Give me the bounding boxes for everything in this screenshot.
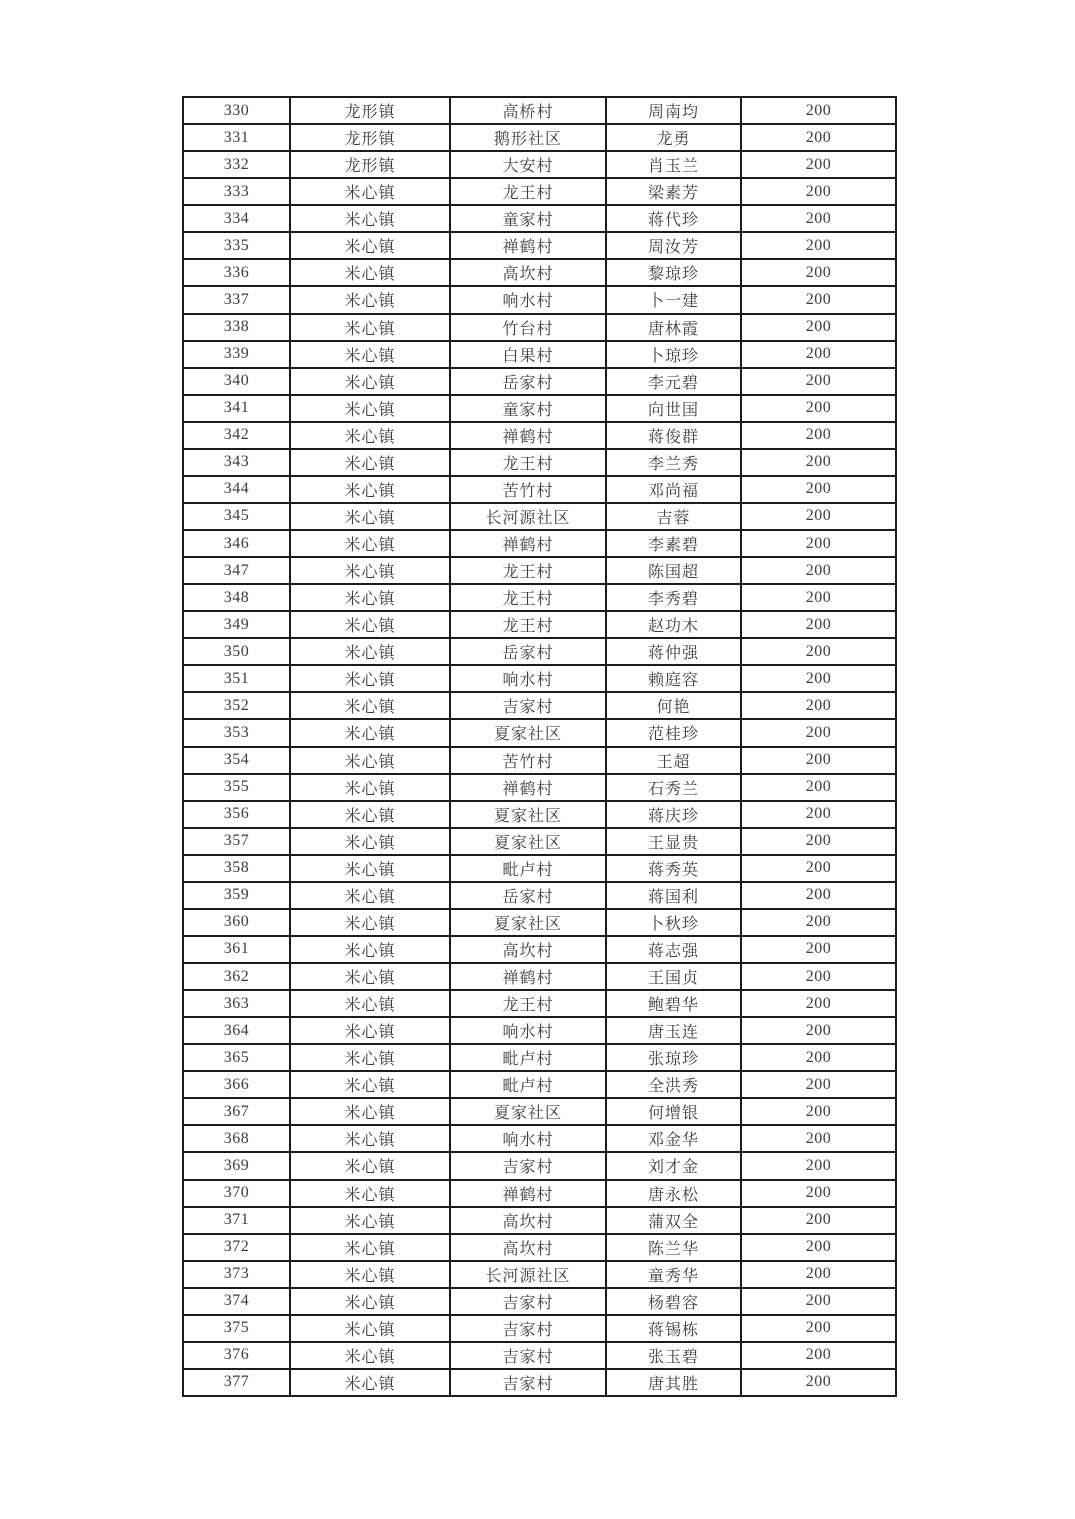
table-cell-village: 吉家村: [450, 1315, 606, 1342]
table-row: [183, 1288, 896, 1315]
table-cell-name: 卜琼珍: [606, 341, 741, 368]
table-cell-amount: 200: [741, 719, 896, 746]
table-cell-town: 龙形镇: [290, 151, 450, 178]
table-cell-village: 龙王村: [450, 990, 606, 1017]
table-cell-village: 岳家村: [450, 882, 606, 909]
table-cell-village: 龙王村: [450, 584, 606, 611]
table-cell-name: 李素碧: [606, 530, 741, 557]
table-cell-amount: 200: [741, 503, 896, 530]
table-cell-serial: 375: [183, 1315, 290, 1342]
table-cell-village: 童家村: [450, 395, 606, 422]
table-cell-name: 何增银: [606, 1098, 741, 1125]
table-cell-town: 米心镇: [290, 178, 450, 205]
table-cell-village: 响水村: [450, 286, 606, 313]
table-cell-name: 王超: [606, 747, 741, 774]
table-cell-village: 响水村: [450, 1125, 606, 1152]
table-row: [183, 719, 896, 746]
table-cell-serial: 330: [183, 97, 290, 124]
table-row: [183, 611, 896, 638]
table-cell-village: 夏家社区: [450, 719, 606, 746]
table-cell-amount: 200: [741, 1342, 896, 1369]
table-cell-name: 鲍碧华: [606, 990, 741, 1017]
table-cell-town: 米心镇: [290, 259, 450, 286]
table-cell-village: 禅鹤村: [450, 1180, 606, 1207]
table-cell-town: 米心镇: [290, 747, 450, 774]
table-cell-serial: 342: [183, 422, 290, 449]
table-row: [183, 692, 896, 719]
table-cell-name: 蒋庆珍: [606, 801, 741, 828]
table-row: [183, 449, 896, 476]
table-cell-serial: 339: [183, 341, 290, 368]
table-row: [183, 990, 896, 1017]
table-cell-name: 唐其胜: [606, 1369, 741, 1396]
table-cell-town: 米心镇: [290, 936, 450, 963]
table-cell-town: 米心镇: [290, 719, 450, 746]
table-cell-name: 周南均: [606, 97, 741, 124]
table-cell-serial: 365: [183, 1044, 290, 1071]
table-cell-serial: 332: [183, 151, 290, 178]
table-cell-name: 杨碧容: [606, 1288, 741, 1315]
table-row: [183, 178, 896, 205]
table-cell-serial: 361: [183, 936, 290, 963]
table-cell-amount: 200: [741, 1017, 896, 1044]
table-cell-village: 夏家社区: [450, 1098, 606, 1125]
table-cell-town: 米心镇: [290, 395, 450, 422]
table-cell-name: 向世国: [606, 395, 741, 422]
table-cell-town: 米心镇: [290, 638, 450, 665]
table-cell-serial: 333: [183, 178, 290, 205]
table-cell-town: 米心镇: [290, 963, 450, 990]
table-cell-village: 岳家村: [450, 638, 606, 665]
table-cell-amount: 200: [741, 747, 896, 774]
table-cell-amount: 200: [741, 584, 896, 611]
table-row: [183, 259, 896, 286]
table-cell-serial: 334: [183, 205, 290, 232]
table-cell-amount: 200: [741, 449, 896, 476]
table-cell-village: 毗卢村: [450, 855, 606, 882]
table-cell-name: 蒋仲强: [606, 638, 741, 665]
table-cell-name: 石秀兰: [606, 774, 741, 801]
table-row: [183, 530, 896, 557]
table-row: [183, 1180, 896, 1207]
table-row: [183, 1017, 896, 1044]
table-cell-town: 米心镇: [290, 1369, 450, 1396]
table-cell-town: 米心镇: [290, 1288, 450, 1315]
table-cell-amount: 200: [741, 1315, 896, 1342]
table-row: [183, 422, 896, 449]
table-cell-serial: 353: [183, 719, 290, 746]
table-cell-name: 唐林霞: [606, 314, 741, 341]
table-cell-town: 米心镇: [290, 1044, 450, 1071]
table-cell-village: 鹅形社区: [450, 124, 606, 151]
table-cell-serial: 345: [183, 503, 290, 530]
table-cell-serial: 364: [183, 1017, 290, 1044]
table-cell-village: 响水村: [450, 1017, 606, 1044]
table-row: [183, 828, 896, 855]
table-cell-village: 响水村: [450, 665, 606, 692]
table-cell-village: 夏家社区: [450, 909, 606, 936]
table-cell-name: 童秀华: [606, 1261, 741, 1288]
table-row: [183, 584, 896, 611]
table-cell-amount: 200: [741, 909, 896, 936]
table-row: [183, 1098, 896, 1125]
table-row: [183, 1125, 896, 1152]
table-cell-serial: 335: [183, 232, 290, 259]
table-cell-amount: 200: [741, 1369, 896, 1396]
table-cell-village: 苦竹村: [450, 476, 606, 503]
table-cell-town: 米心镇: [290, 855, 450, 882]
table-cell-amount: 200: [741, 774, 896, 801]
table-cell-name: 王显贵: [606, 828, 741, 855]
table-cell-town: 米心镇: [290, 1180, 450, 1207]
table-cell-name: 龙勇: [606, 124, 741, 151]
table-cell-name: 卜秋珍: [606, 909, 741, 936]
table-row: [183, 1261, 896, 1288]
table-cell-amount: 200: [741, 963, 896, 990]
table-cell-village: 苦竹村: [450, 747, 606, 774]
table-cell-village: 高坎村: [450, 936, 606, 963]
table-cell-serial: 343: [183, 449, 290, 476]
table-cell-serial: 363: [183, 990, 290, 1017]
table-cell-amount: 200: [741, 368, 896, 395]
table-cell-town: 米心镇: [290, 584, 450, 611]
table-cell-village: 禅鹤村: [450, 963, 606, 990]
table-cell-amount: 200: [741, 1152, 896, 1179]
table-cell-amount: 200: [741, 828, 896, 855]
table-cell-village: 白果村: [450, 341, 606, 368]
table-cell-name: 蒋代珍: [606, 205, 741, 232]
table-row: [183, 882, 896, 909]
table-cell-amount: 200: [741, 1125, 896, 1152]
table-cell-name: 黎琼珍: [606, 259, 741, 286]
table-cell-town: 米心镇: [290, 476, 450, 503]
table-cell-amount: 200: [741, 286, 896, 313]
roster-table: [182, 96, 897, 1397]
table-cell-amount: 200: [741, 855, 896, 882]
table-cell-name: 张玉碧: [606, 1342, 741, 1369]
table-cell-town: 米心镇: [290, 692, 450, 719]
table-cell-name: 邓尚福: [606, 476, 741, 503]
table-cell-town: 米心镇: [290, 1315, 450, 1342]
table-row: [183, 1369, 896, 1396]
table-cell-serial: 366: [183, 1071, 290, 1098]
table-row: [183, 963, 896, 990]
table-cell-town: 米心镇: [290, 1234, 450, 1261]
table-cell-town: 米心镇: [290, 801, 450, 828]
table-cell-village: 龙王村: [450, 557, 606, 584]
table-cell-serial: 358: [183, 855, 290, 882]
table-cell-serial: 373: [183, 1261, 290, 1288]
table-cell-amount: 200: [741, 151, 896, 178]
table-cell-serial: 350: [183, 638, 290, 665]
table-cell-town: 龙形镇: [290, 124, 450, 151]
table-row: [183, 286, 896, 313]
table-cell-name: 邓金华: [606, 1125, 741, 1152]
table-row: [183, 909, 896, 936]
table-cell-village: 吉家村: [450, 1342, 606, 1369]
table-row: [183, 1342, 896, 1369]
table-cell-village: 吉家村: [450, 692, 606, 719]
table-row: [183, 395, 896, 422]
table-row: [183, 1071, 896, 1098]
table-row: [183, 503, 896, 530]
table-cell-amount: 200: [741, 638, 896, 665]
table-cell-name: 刘才金: [606, 1152, 741, 1179]
table-cell-village: 龙王村: [450, 449, 606, 476]
table-cell-serial: 351: [183, 665, 290, 692]
table-cell-amount: 200: [741, 665, 896, 692]
table-cell-village: 吉家村: [450, 1369, 606, 1396]
table-cell-town: 米心镇: [290, 1152, 450, 1179]
table-cell-serial: 368: [183, 1125, 290, 1152]
table-row: [183, 1207, 896, 1234]
table-cell-amount: 200: [741, 232, 896, 259]
table-cell-amount: 200: [741, 530, 896, 557]
table-row: [183, 855, 896, 882]
table-cell-name: 蒋俊群: [606, 422, 741, 449]
table-cell-village: 高桥村: [450, 97, 606, 124]
table-cell-town: 米心镇: [290, 1125, 450, 1152]
table-cell-name: 李兰秀: [606, 449, 741, 476]
table-cell-name: 陈国超: [606, 557, 741, 584]
table-cell-village: 龙王村: [450, 178, 606, 205]
table-cell-amount: 200: [741, 1098, 896, 1125]
table-cell-amount: 200: [741, 1288, 896, 1315]
table-cell-amount: 200: [741, 692, 896, 719]
table-cell-serial: 374: [183, 1288, 290, 1315]
table-row: [183, 476, 896, 503]
table-row: [183, 1315, 896, 1342]
table-cell-amount: 200: [741, 611, 896, 638]
table-cell-town: 米心镇: [290, 205, 450, 232]
table-cell-serial: 369: [183, 1152, 290, 1179]
table-cell-serial: 337: [183, 286, 290, 313]
table-cell-serial: 340: [183, 368, 290, 395]
table-cell-serial: 356: [183, 801, 290, 828]
table-cell-serial: 359: [183, 882, 290, 909]
table-cell-village: 禅鹤村: [450, 774, 606, 801]
table-cell-amount: 200: [741, 1071, 896, 1098]
table-cell-town: 米心镇: [290, 557, 450, 584]
table-cell-village: 吉家村: [450, 1152, 606, 1179]
table-cell-amount: 200: [741, 341, 896, 368]
table-body: [183, 97, 896, 1396]
table-row: [183, 97, 896, 124]
table-cell-amount: 200: [741, 97, 896, 124]
table-row: [183, 314, 896, 341]
table-cell-serial: 348: [183, 584, 290, 611]
table-row: [183, 557, 896, 584]
table-cell-serial: 344: [183, 476, 290, 503]
table-row: [183, 801, 896, 828]
table-cell-village: 毗卢村: [450, 1044, 606, 1071]
table-cell-town: 米心镇: [290, 665, 450, 692]
table-row: [183, 1234, 896, 1261]
table-cell-serial: 371: [183, 1207, 290, 1234]
table-cell-village: 禅鹤村: [450, 422, 606, 449]
table-cell-town: 米心镇: [290, 314, 450, 341]
table-cell-name: 李秀碧: [606, 584, 741, 611]
table-row: [183, 151, 896, 178]
table-cell-amount: 200: [741, 205, 896, 232]
table-row: [183, 936, 896, 963]
table-cell-name: 蒋志强: [606, 936, 741, 963]
table-cell-town: 米心镇: [290, 232, 450, 259]
table-cell-amount: 200: [741, 476, 896, 503]
table-cell-name: 范桂珍: [606, 719, 741, 746]
table-cell-name: 赵功木: [606, 611, 741, 638]
table-cell-village: 禅鹤村: [450, 530, 606, 557]
table-cell-serial: 354: [183, 747, 290, 774]
table-cell-town: 米心镇: [290, 1207, 450, 1234]
table-cell-village: 童家村: [450, 205, 606, 232]
table-row: [183, 368, 896, 395]
table-cell-amount: 200: [741, 801, 896, 828]
table-cell-name: 李元碧: [606, 368, 741, 395]
table-cell-town: 米心镇: [290, 828, 450, 855]
table-cell-serial: 347: [183, 557, 290, 584]
table-row: [183, 124, 896, 151]
table-cell-town: 米心镇: [290, 990, 450, 1017]
table-cell-amount: 200: [741, 1207, 896, 1234]
table-cell-name: 陈兰华: [606, 1234, 741, 1261]
table-cell-name: 何艳: [606, 692, 741, 719]
table-cell-town: 米心镇: [290, 449, 450, 476]
table-cell-serial: 367: [183, 1098, 290, 1125]
table-cell-serial: 377: [183, 1369, 290, 1396]
table-cell-village: 竹台村: [450, 314, 606, 341]
table-cell-amount: 200: [741, 314, 896, 341]
table-row: [183, 665, 896, 692]
table-cell-town: 米心镇: [290, 368, 450, 395]
table-cell-town: 米心镇: [290, 1098, 450, 1125]
table-cell-serial: 376: [183, 1342, 290, 1369]
table-cell-serial: 370: [183, 1180, 290, 1207]
table-cell-town: 米心镇: [290, 774, 450, 801]
table-cell-village: 长河源社区: [450, 503, 606, 530]
table-cell-amount: 200: [741, 1044, 896, 1071]
table-cell-serial: 355: [183, 774, 290, 801]
table-row: [183, 232, 896, 259]
table-cell-town: 米心镇: [290, 422, 450, 449]
table-row: [183, 341, 896, 368]
table-cell-village: 高坎村: [450, 1207, 606, 1234]
table-cell-village: 夏家社区: [450, 801, 606, 828]
table-cell-village: 长河源社区: [450, 1261, 606, 1288]
table-cell-serial: 372: [183, 1234, 290, 1261]
table-cell-serial: 338: [183, 314, 290, 341]
table-cell-town: 米心镇: [290, 341, 450, 368]
table-cell-town: 米心镇: [290, 611, 450, 638]
table-cell-amount: 200: [741, 124, 896, 151]
table-cell-serial: 357: [183, 828, 290, 855]
table-cell-name: 蒋国利: [606, 882, 741, 909]
table-cell-name: 卜一建: [606, 286, 741, 313]
table-cell-serial: 331: [183, 124, 290, 151]
table-row: [183, 638, 896, 665]
table-cell-serial: 341: [183, 395, 290, 422]
table-cell-serial: 352: [183, 692, 290, 719]
table-row: [183, 1044, 896, 1071]
table-cell-town: 米心镇: [290, 286, 450, 313]
table-cell-serial: 346: [183, 530, 290, 557]
table-cell-town: 米心镇: [290, 1071, 450, 1098]
table-cell-amount: 200: [741, 422, 896, 449]
table-cell-amount: 200: [741, 1180, 896, 1207]
table-cell-village: 龙王村: [450, 611, 606, 638]
table-cell-town: 米心镇: [290, 882, 450, 909]
table-cell-town: 米心镇: [290, 1261, 450, 1288]
table-cell-name: 蒋秀英: [606, 855, 741, 882]
table-row: [183, 774, 896, 801]
table-cell-village: 高坎村: [450, 1234, 606, 1261]
table-cell-serial: 362: [183, 963, 290, 990]
table-cell-village: 吉家村: [450, 1288, 606, 1315]
table-cell-village: 岳家村: [450, 368, 606, 395]
table-cell-amount: 200: [741, 557, 896, 584]
table-cell-amount: 200: [741, 1261, 896, 1288]
table-cell-town: 米心镇: [290, 530, 450, 557]
table-cell-amount: 200: [741, 990, 896, 1017]
table-cell-name: 蒲双全: [606, 1207, 741, 1234]
table-cell-serial: 336: [183, 259, 290, 286]
table-cell-amount: 200: [741, 882, 896, 909]
table-cell-serial: 349: [183, 611, 290, 638]
table-cell-village: 禅鹤村: [450, 232, 606, 259]
table-row: [183, 747, 896, 774]
table-row: [183, 205, 896, 232]
table-cell-name: 蒋锡栋: [606, 1315, 741, 1342]
table-cell-name: 梁素芳: [606, 178, 741, 205]
table-cell-name: 赖庭容: [606, 665, 741, 692]
table-cell-name: 全洪秀: [606, 1071, 741, 1098]
table-cell-village: 毗卢村: [450, 1071, 606, 1098]
table-cell-town: 米心镇: [290, 909, 450, 936]
table-cell-name: 唐永松: [606, 1180, 741, 1207]
table-cell-serial: 360: [183, 909, 290, 936]
table-cell-town: 米心镇: [290, 1017, 450, 1044]
table-cell-amount: 200: [741, 178, 896, 205]
table-cell-name: 吉蓉: [606, 503, 741, 530]
table-cell-amount: 200: [741, 936, 896, 963]
table-row: [183, 1152, 896, 1179]
table-cell-town: 米心镇: [290, 1342, 450, 1369]
table-cell-name: 唐玉连: [606, 1017, 741, 1044]
table-cell-amount: 200: [741, 395, 896, 422]
table-cell-name: 肖玉兰: [606, 151, 741, 178]
table-cell-amount: 200: [741, 1234, 896, 1261]
table-cell-amount: 200: [741, 259, 896, 286]
table-cell-name: 王国贞: [606, 963, 741, 990]
table-cell-name: 周汝芳: [606, 232, 741, 259]
table-cell-village: 大安村: [450, 151, 606, 178]
table-cell-village: 高坎村: [450, 259, 606, 286]
table-cell-village: 夏家社区: [450, 828, 606, 855]
table-cell-name: 张琼珍: [606, 1044, 741, 1071]
table-cell-town: 龙形镇: [290, 97, 450, 124]
table-cell-town: 米心镇: [290, 503, 450, 530]
